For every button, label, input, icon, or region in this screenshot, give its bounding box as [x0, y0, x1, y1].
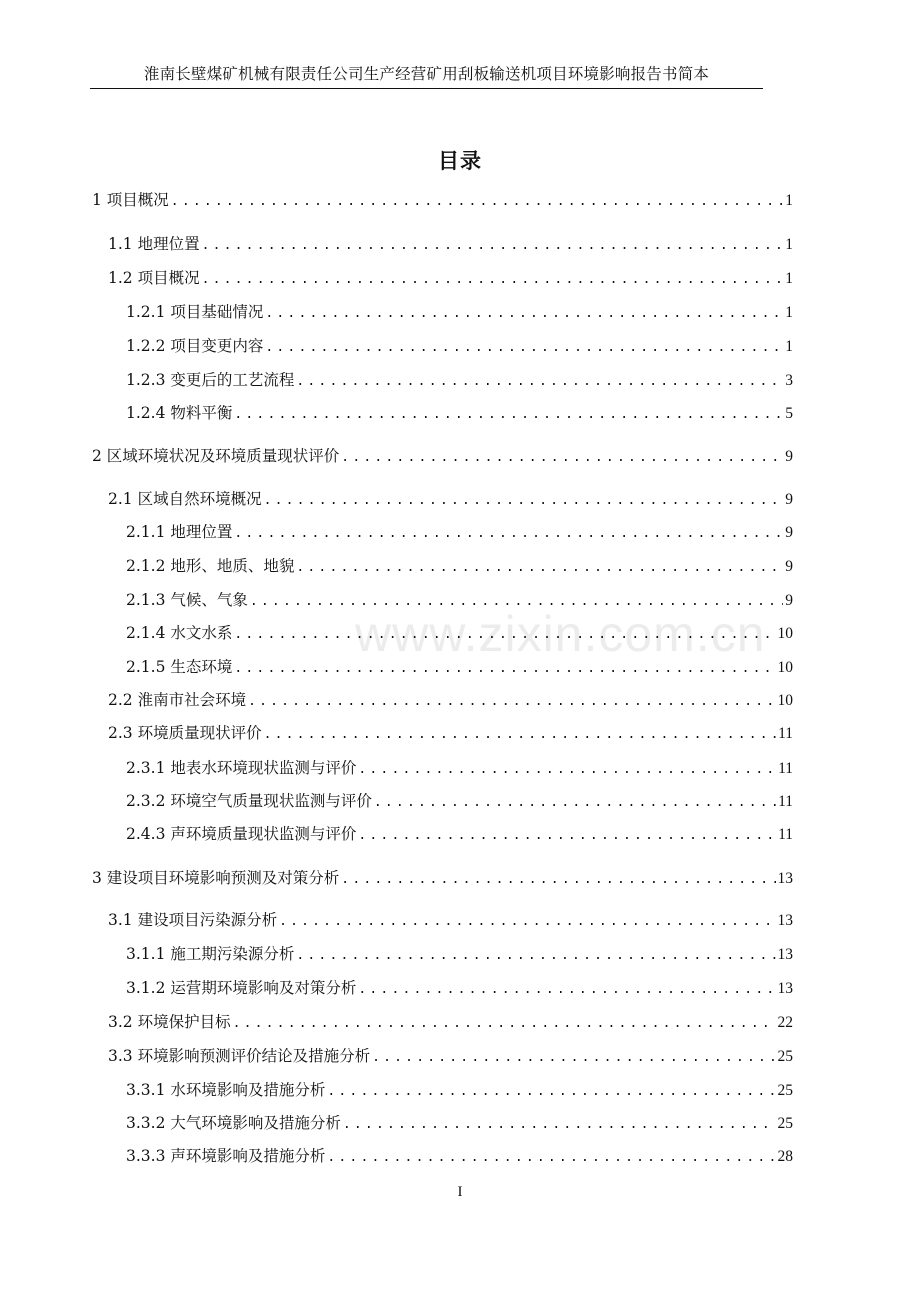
toc-entry[interactable] — [108, 721, 793, 745]
toc-entry[interactable] — [126, 789, 793, 813]
toc-entry[interactable] — [108, 1010, 793, 1034]
toc-entry-label: 3.3.1 水环境影响及措施分析 — [126, 1081, 326, 1099]
toc-leader-dots — [327, 1146, 775, 1170]
toc-entry-label: 2.4.3 声环境质量现状监测与评价 — [126, 825, 357, 843]
toc-entry[interactable] — [92, 444, 793, 468]
toc-entry[interactable] — [126, 554, 793, 578]
running-header: 淮南长壁煤矿机械有限责任公司生产经营矿用刮板输送机项目环境影响报告书简本 — [143, 65, 710, 83]
toc-entry-label: 3.3 环境影响预测评价结论及措施分析 — [108, 1047, 371, 1065]
toc-entry-page: 9 — [785, 491, 793, 508]
toc-entry[interactable] — [126, 942, 793, 966]
toc-leader-dots — [265, 302, 783, 326]
toc-entry-label: 2.3 环境质量现状评价 — [108, 724, 262, 742]
toc-leader-dots — [234, 522, 783, 546]
toc-entry-label: 3.1.2 运营期环境影响及对策分析 — [126, 979, 357, 997]
toc-entry-page: 25 — [777, 1048, 793, 1065]
toc-entry[interactable] — [126, 822, 793, 846]
toc-entry-page: 9 — [785, 558, 793, 575]
toc-leader-dots — [264, 723, 776, 747]
toc-entry-page: 11 — [778, 725, 793, 742]
toc-entry-page: 1 — [785, 270, 793, 287]
toc-entry-page: 10 — [777, 659, 793, 676]
toc-entry-page: 10 — [777, 625, 793, 642]
toc-entry-label: 2.3.1 地表水环境现状监测与评价 — [126, 759, 357, 777]
toc-leader-dots — [202, 268, 784, 292]
toc-entry-label: 1.2.1 项目基础情况 — [126, 303, 264, 321]
toc-entry[interactable] — [126, 520, 793, 544]
page-number: I — [457, 1184, 463, 1200]
toc-entry-label: 1.2.3 变更后的工艺流程 — [126, 371, 295, 389]
toc-entry-label: 3.1.1 施工期污染源分析 — [126, 945, 295, 963]
toc-leader-dots — [279, 910, 775, 934]
toc-leader-dots — [327, 1080, 775, 1104]
toc-entry-page: 13 — [777, 946, 793, 963]
toc-leader-dots — [296, 944, 775, 968]
toc-entry-label: 1.2.2 项目变更内容 — [126, 337, 264, 355]
toc-leader-dots — [264, 489, 784, 513]
toc-leader-dots — [248, 690, 775, 714]
toc-leader-dots — [250, 590, 783, 614]
toc-leader-dots — [358, 824, 776, 848]
toc-leader-dots — [234, 623, 775, 647]
toc-entry-label: 1.2.4 物料平衡 — [126, 404, 233, 422]
toc-entry-page: 11 — [778, 826, 793, 843]
toc-entry[interactable] — [126, 1078, 793, 1102]
toc-entry-page: 11 — [778, 793, 793, 810]
toc-entry-label: 2.1.5 生态环境 — [126, 658, 233, 676]
toc-entry-label: 2.2 淮南市社会环境 — [108, 691, 247, 709]
toc-entry-label: 3.3.3 声环境影响及措施分析 — [126, 1147, 326, 1165]
toc-entry-page: 1 — [785, 192, 793, 209]
toc-entry-label: 2 区域环境状况及环境质量现状评价 — [92, 447, 340, 465]
toc-entry[interactable] — [126, 401, 793, 425]
toc-entry-page: 22 — [777, 1014, 793, 1031]
toc-entry[interactable] — [126, 1144, 793, 1168]
toc-entry[interactable] — [126, 621, 793, 645]
toc-entry-page: 1 — [785, 236, 793, 253]
toc-leader-dots — [341, 868, 775, 892]
toc-entry[interactable] — [126, 976, 793, 1000]
toc-entry[interactable] — [126, 334, 793, 358]
toc-leader-dots — [265, 336, 783, 360]
toc-entry[interactable] — [108, 232, 793, 256]
toc-entry-label: 1 项目概况 — [92, 191, 169, 209]
toc-entry-label: 2.3.2 环境空气质量现状监测与评价 — [126, 792, 372, 810]
toc-leader-dots — [296, 370, 783, 394]
toc-entry-label: 2.1.2 地形、地质、地貌 — [126, 557, 295, 575]
toc-entry-label: 1.1 地理位置 — [108, 235, 200, 253]
toc-entry-label: 3 建设项目环境影响预测及对策分析 — [92, 869, 340, 887]
toc-entry[interactable] — [108, 908, 793, 932]
toc-leader-dots — [171, 190, 783, 214]
toc-entry-page: 10 — [777, 692, 793, 709]
toc-entry-page: 13 — [777, 912, 793, 929]
toc-entry[interactable] — [108, 487, 793, 511]
toc-leader-dots — [358, 978, 775, 1002]
toc-entry[interactable] — [92, 188, 793, 212]
toc-leader-dots — [341, 446, 783, 470]
toc-entry[interactable] — [108, 1044, 793, 1068]
toc-entry-page: 1 — [785, 338, 793, 355]
toc-entry-label: 2.1 区域自然环境概况 — [108, 490, 262, 508]
toc-entry[interactable] — [126, 756, 793, 780]
toc-leader-dots — [372, 1046, 775, 1070]
toc-leader-dots — [234, 657, 775, 681]
toc-entry[interactable] — [126, 655, 793, 679]
toc-entry-page: 3 — [785, 372, 793, 389]
toc-entry[interactable] — [126, 1111, 793, 1135]
toc-entry-page: 1 — [785, 304, 793, 321]
watermark: www.zixin.com.cn — [355, 606, 766, 662]
toc-leader-dots — [202, 234, 784, 258]
toc-entry-page: 11 — [778, 760, 793, 777]
toc-entry-page: 13 — [777, 870, 793, 887]
toc-entry[interactable] — [92, 866, 793, 890]
toc-leader-dots — [374, 791, 776, 815]
toc-entry[interactable] — [108, 266, 793, 290]
toc-entry-page: 9 — [785, 524, 793, 541]
toc-entry[interactable] — [126, 300, 793, 324]
toc-entry-label: 3.1 建设项目污染源分析 — [108, 911, 278, 929]
toc-entry[interactable] — [126, 368, 793, 392]
toc-entry-page: 13 — [777, 980, 793, 997]
toc-entry[interactable] — [108, 688, 793, 712]
toc-entry-label: 2.1.4 水文水系 — [126, 624, 233, 642]
toc-entry-label: 2.1.3 气候、气象 — [126, 591, 248, 609]
page-title: 目录 — [438, 149, 482, 173]
toc-entry-page: 25 — [777, 1115, 793, 1132]
toc-leader-dots — [358, 758, 776, 782]
toc-entry-page: 28 — [777, 1148, 793, 1165]
toc-entry-label: 3.3.2 大气环境影响及措施分析 — [126, 1114, 341, 1132]
toc-entry-label: 1.2 项目概况 — [108, 269, 200, 287]
toc-entry[interactable] — [126, 588, 793, 612]
toc-leader-dots — [233, 1012, 776, 1036]
toc-entry-page: 9 — [785, 448, 793, 465]
toc-leader-dots — [343, 1113, 776, 1137]
toc-leader-dots — [296, 556, 783, 580]
toc-entry-label: 2.1.1 地理位置 — [126, 523, 233, 541]
toc-entry-label: 3.2 环境保护目标 — [108, 1013, 231, 1031]
toc-leader-dots — [234, 403, 783, 427]
toc-entry-page: 9 — [785, 592, 793, 609]
toc-entry-page: 25 — [777, 1082, 793, 1099]
toc-entry-page: 5 — [785, 405, 793, 422]
